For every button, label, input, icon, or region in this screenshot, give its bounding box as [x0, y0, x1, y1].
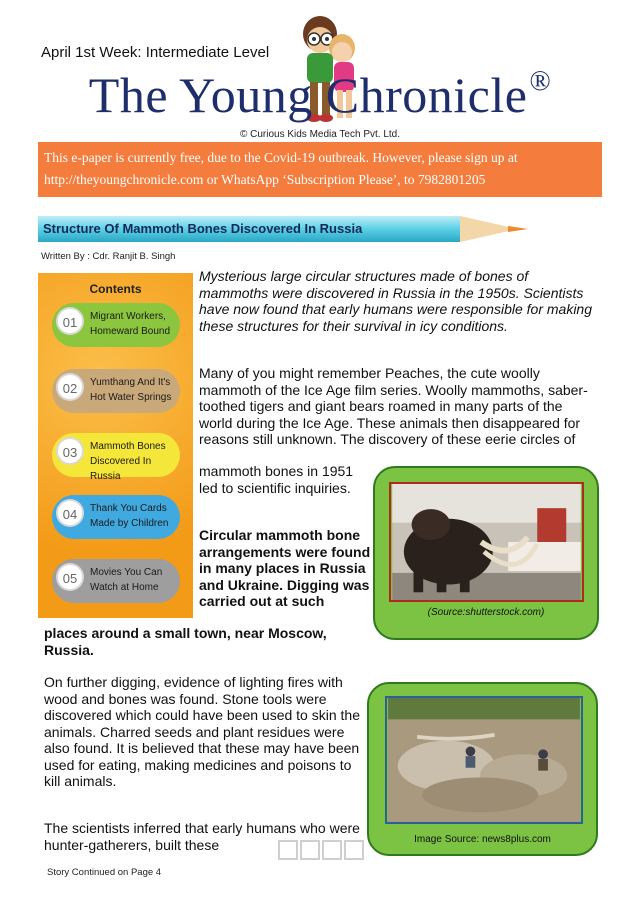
edition-level: April 1st Week: Intermediate Level: [41, 44, 270, 61]
article-headline: Structure Of Mammoth Bones Discovered In Russia: [43, 221, 363, 236]
photo-frame-mammoth: [373, 466, 599, 640]
contents-item-2[interactable]: [52, 369, 180, 413]
contents-label: Yumthang And It's Hot Water Springs: [90, 377, 172, 403]
article-paragraph-1-continued: mammoth bones in 1951 led to scientific inquiries.: [199, 463, 354, 496]
contents-item-1[interactable]: [52, 303, 180, 347]
contents-label: Movies You Can Watch at Home: [90, 567, 163, 593]
notice-text: This e-paper is currently free, due to the Covid-19 outbreak. However, please sign up at http://theyoungchronicle.com or WhatsApp ‘Subscription Please’, to 7982801205: [44, 150, 518, 187]
excavation-site-photo: [385, 696, 583, 824]
article-paragraph-1: Many of you might remember Peaches, the cute woolly mammoth of the Ice Age film series. Woolly mammoths, saber-toothed tigers and giant bears roamed in many parts of the world during the Ice Age. These animals then disappeared for reasons still unknown. The discovery of these eerie circles of: [199, 365, 588, 447]
article-bold-paragraph-continued: places around a small town, near Moscow, Russia.: [44, 625, 327, 658]
article-lead: Mysterious large circular structures made of bones of mammoths were discovered in Russia in the 1950s. Scientists have now found that early humans were responsible for making these structures for their survival in icy conditions.: [199, 268, 592, 334]
contents-panel: [38, 273, 193, 618]
story-continued-note: Story Continued on Page 4: [47, 867, 162, 878]
contents-number: 02: [56, 373, 84, 401]
contents-item-5[interactable]: [52, 559, 180, 603]
contents-label: Thank You Cards Made by Children: [90, 503, 169, 529]
contents-number: 05: [56, 563, 84, 591]
contents-item-3[interactable]: [52, 433, 180, 482]
contents-number: 04: [56, 499, 84, 527]
contents-number: 01: [56, 307, 84, 335]
photo-caption-1: (Source:shutterstock.com): [427, 607, 545, 618]
photo-caption-2: Image Source: news8plus.com: [414, 834, 551, 845]
page-number-marks-icon: [278, 840, 364, 860]
registered-mark: ®: [529, 66, 552, 97]
article-byline: Written By : Cdr. Ranjit B. Singh: [41, 251, 176, 262]
contents-number: 03: [56, 437, 84, 465]
contents-label: Migrant Workers, Homeward Bound: [90, 311, 171, 337]
covid-notice-banner: [38, 142, 602, 197]
contents-item-4[interactable]: [52, 495, 180, 539]
contents-label: Mammoth Bones Discovered In Russia: [90, 441, 166, 482]
copyright-line: © Curious Kids Media Tech Pvt. Ltd.: [239, 129, 401, 140]
masthead-title: [0, 66, 640, 124]
masthead-text: The Young Chronicle: [88, 67, 528, 123]
article-paragraph-3: On further digging, evidence of lighting fires with wood and bones was found. Stone tools were discovered which could have been used to skin the animals. Charred seeds and plant residues were also found. It is believed that these may have been used for eating, making medicines and poisons to kill animals.: [44, 674, 360, 789]
contents-title: Contents: [89, 282, 142, 296]
photo-frame-excavation: [367, 682, 598, 856]
article-bold-paragraph: Circular mammoth bone arrangements were found in many places in Russia and Ukraine. Digging was carried out at such: [199, 527, 371, 609]
mammoth-museum-photo: [389, 482, 584, 602]
article-paragraph-4: The scientists inferred that early humans who were hunter-gatherers, built these: [44, 820, 360, 853]
